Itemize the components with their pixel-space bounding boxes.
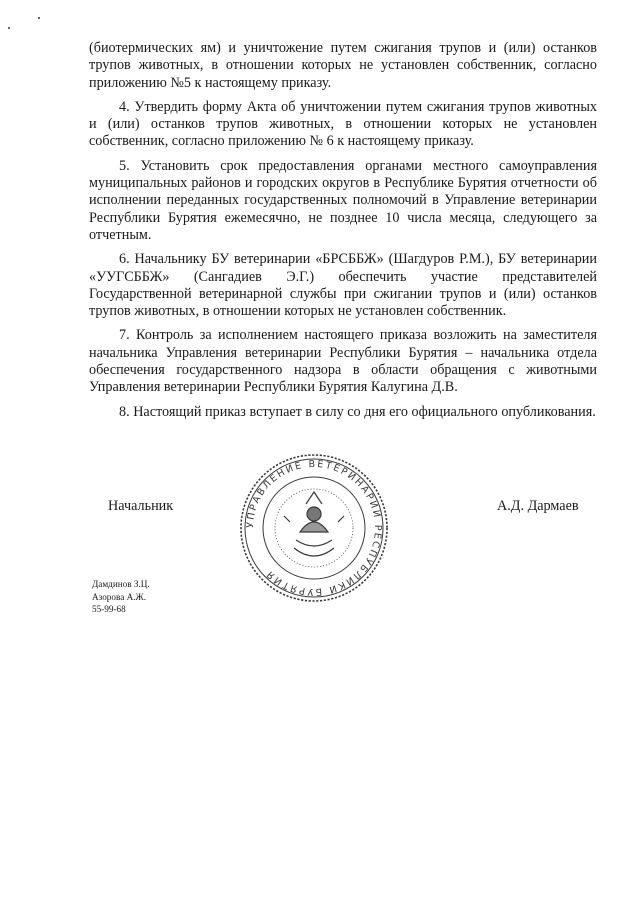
seal-graphic: [238, 452, 390, 604]
performer-name-2: Азорова А.Ж.: [92, 591, 147, 602]
scan-specks: [6, 14, 46, 34]
performer-name-1: Дамдинов З.Ц.: [92, 579, 150, 589]
paragraph-8: 8. Настоящий приказ вступает в силу со дня его официального опубликования.: [119, 403, 596, 420]
svg-text:УПРАВЛЕНИЕ ВЕТЕРИНАРИИ РЕСПУБЛ: УПРАВЛЕНИЕ ВЕТЕРИНАРИИ РЕСПУБЛИКИ БУРЯТИЯ: [244, 458, 384, 598]
signer-position: Начальник: [108, 498, 174, 514]
paragraph-7: 7. Контроль за исполнением настоящего приказа возложить на заместителя начальника Управления ветеринарии Республики Бурятия – начальника отдела обеспечения государственного надзора в области обращения с животными Управления ветеринарии Республики Бурятия Калугина Д.В.: [89, 327, 597, 396]
paragraph-3-continuation: (биотермических ям) и уничтожение путем сжигания трупов и (или) останков трупов животных, в отношении которых не установлен собственник, согласно приложению №5 к настоящему приказу.: [89, 40, 597, 91]
signer-name: А.Д. Дармаев: [497, 498, 579, 514]
performer-phone: 55-99-68: [92, 604, 126, 614]
paragraph-4: 4. Утвердить форму Акта об уничтожении путем сжигания трупов животных и (или) останков трупов животных, в отношении которых не установлен собственник, согласно приложению № 6 к настоящему приказу.: [89, 98, 597, 150]
performer-info: [92, 578, 150, 616]
order-body: [89, 40, 597, 428]
official-seal: [238, 452, 390, 604]
paragraph-6: 6. Начальнику БУ ветеринарии «БРСББЖ» (Шагдуров Р.М.), БУ ветеринарии «УУГСББЖ» (Сангадиев Э.Г.) обеспечить участие представителей Государственной ветеринарной службы при сжигании трупов и (или) останков трупов животных, в отношении которых не установлен собственник.: [89, 251, 597, 320]
paragraph-5: 5. Установить срок предоставления органами местного самоуправления муниципальных районов и городских округов в Республике Бурятия отчетности об исполнении переданных государственных полномочий в Управление ветеринарии Республики Бурятия ежемесячно, не позднее 10 числа месяца, следующего за отчетным.: [89, 157, 597, 243]
